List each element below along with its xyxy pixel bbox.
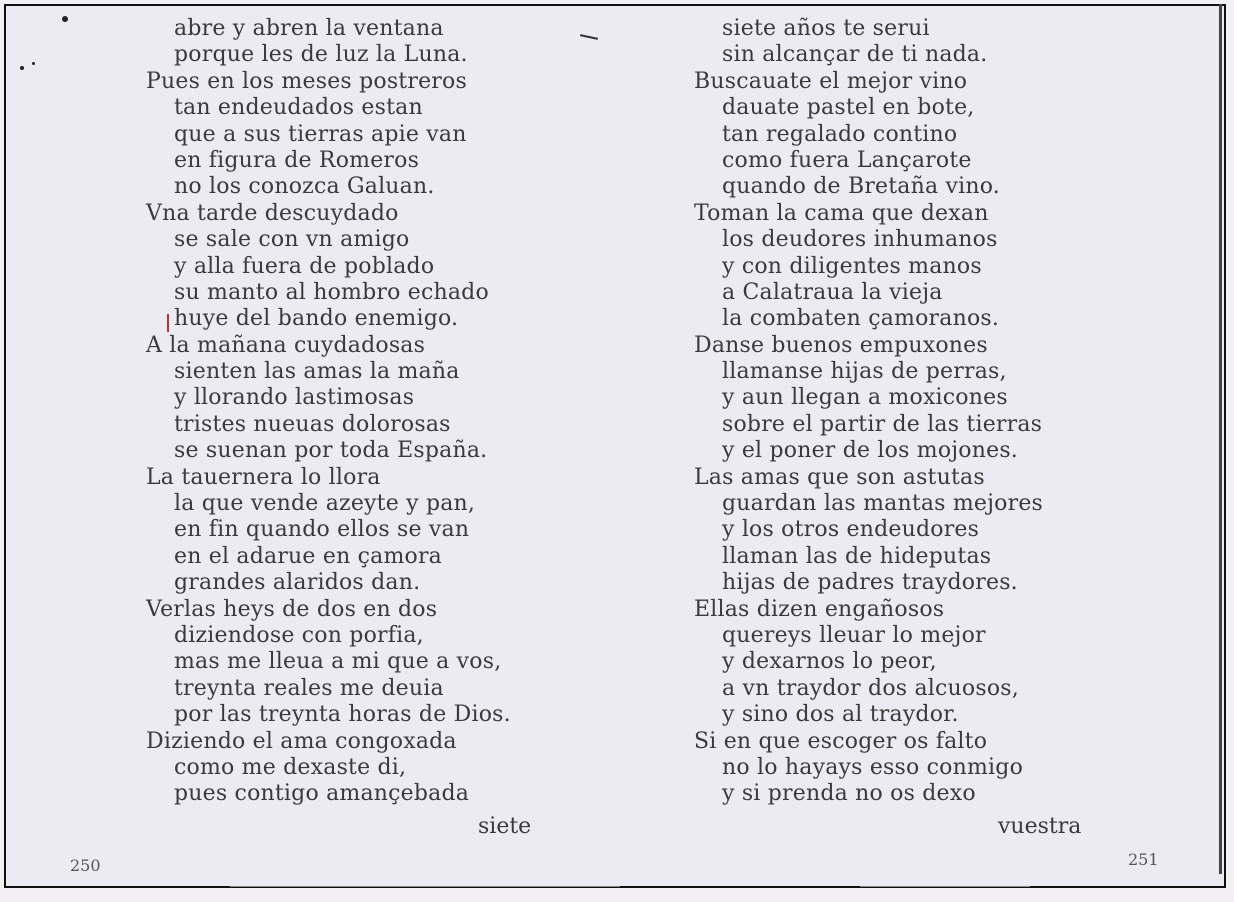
verse-line: y los otros endeudores bbox=[722, 517, 980, 543]
verse-line: llaman las de hideputas bbox=[722, 543, 992, 569]
left-page-text bbox=[146, 16, 511, 808]
verse-line: la combaten çamoranos. bbox=[722, 306, 1000, 332]
verse-line: se sale con vn amigo bbox=[174, 227, 410, 253]
verse-line: y si prenda no os dexo bbox=[722, 781, 976, 807]
verse-line: dauate pastel en bote, bbox=[722, 95, 975, 121]
verse-line: Toman la cama que dexan bbox=[694, 200, 989, 226]
verse-line: a Calatraua la vieja bbox=[722, 279, 943, 305]
verse-line: sin alcançar de ti nada. bbox=[722, 42, 988, 68]
verse-line: y alla fuera de poblado bbox=[174, 253, 435, 279]
verse-line: se suenan por toda España. bbox=[174, 438, 488, 464]
verse-line: Verlas heys de dos en dos bbox=[146, 596, 438, 622]
verse-line: y aun llegan a moxicones bbox=[722, 385, 1008, 411]
verse-line: Las amas que son astutas bbox=[694, 464, 985, 490]
verse-line: sobre el partir de las tierras bbox=[722, 411, 1043, 437]
verse-line: quereys lleuar lo mejor bbox=[722, 622, 986, 648]
bottom-rule bbox=[230, 886, 620, 887]
verse-line: Danse buenos empuxones bbox=[694, 332, 988, 358]
verse-line: y con diligentes manos bbox=[722, 253, 982, 279]
verse-line: diziendose con porfia, bbox=[174, 622, 424, 648]
right-page-number: 251 bbox=[1128, 850, 1159, 869]
verse-line: Diziendo el ama congoxada bbox=[146, 728, 457, 754]
verse-line: en fin quando ellos se van bbox=[174, 517, 470, 543]
verse-line: Vna tarde descuydado bbox=[146, 200, 399, 226]
left-page-number: 250 bbox=[70, 856, 101, 875]
verse-line: Buscauate el mejor vino bbox=[694, 68, 968, 94]
page-edge bbox=[1219, 4, 1222, 874]
verse-line: quando de Bretaña vino. bbox=[722, 174, 1000, 200]
verse-line: como fuera Lançarote bbox=[722, 147, 972, 173]
ink-dot bbox=[32, 62, 35, 65]
right-page-text bbox=[694, 16, 1043, 808]
ink-dot bbox=[20, 66, 24, 70]
verse-line: por las treynta horas de Dios. bbox=[174, 702, 511, 728]
verse-line: que a sus tierras apie van bbox=[174, 121, 467, 147]
verse-line: Pues en los meses postreros bbox=[146, 68, 467, 94]
verse-line: la que vende azeyte y pan, bbox=[174, 491, 476, 517]
verse-line: su manto al hombro echado bbox=[174, 279, 489, 305]
verse-line: A la mañana cuydadosas bbox=[146, 332, 426, 358]
verse-line: y sino dos al traydor. bbox=[722, 702, 959, 728]
verse-line: hijas de padres traydores. bbox=[722, 570, 1018, 596]
verse-line: a vn traydor dos alcuosos, bbox=[722, 675, 1019, 701]
verse-line: Ellas dizen engañosos bbox=[694, 596, 945, 622]
verse-line: sienten las amas la maña bbox=[174, 359, 460, 385]
right-catchword: vuestra bbox=[998, 814, 1082, 839]
verse-line: pues contigo amançebada bbox=[174, 781, 470, 807]
verse-line: tristes nueuas dolorosas bbox=[174, 411, 451, 437]
verse-line: y dexarnos lo peor, bbox=[722, 649, 937, 675]
verse-line: y llorando lastimosas bbox=[174, 385, 415, 411]
verse-line: Si en que escoger os falto bbox=[694, 728, 988, 754]
verse-line: no lo hayays esso conmigo bbox=[722, 754, 1024, 780]
verse-line: no los conozca Galuan. bbox=[174, 174, 435, 200]
verse-line: La tauernera lo llora bbox=[146, 464, 381, 490]
verse-line: huye del bando enemigo. bbox=[174, 306, 459, 332]
verse-line: en figura de Romeros bbox=[174, 147, 420, 173]
verse-line: grandes alaridos dan. bbox=[174, 570, 421, 596]
verse-line: abre y abren la ventana bbox=[174, 16, 444, 41]
verse-line: guardan las mantas mejores bbox=[722, 491, 1044, 517]
left-catchword: siete bbox=[478, 814, 532, 839]
verse-line: porque les de luz la Luna. bbox=[174, 42, 468, 68]
bottom-rule bbox=[860, 886, 1030, 887]
verse-line: los deudores inhumanos bbox=[722, 227, 998, 253]
verse-line: en el adarue en çamora bbox=[174, 543, 443, 569]
verse-line: y el poner de los mojones. bbox=[722, 438, 1019, 464]
verse-line: llamanse hijas de perras, bbox=[722, 359, 1007, 385]
verse-line: treynta reales me deuia bbox=[174, 675, 444, 701]
verse-line: mas me lleua a mi que a vos, bbox=[174, 649, 502, 675]
verse-line: siete años te serui bbox=[722, 16, 930, 41]
verse-line: como me dexaste di, bbox=[174, 754, 407, 780]
red-margin-mark bbox=[167, 314, 169, 332]
ink-dot bbox=[62, 16, 68, 22]
verse-line: tan regalado contino bbox=[722, 121, 958, 147]
verse-line: tan endeudados estan bbox=[174, 95, 423, 121]
